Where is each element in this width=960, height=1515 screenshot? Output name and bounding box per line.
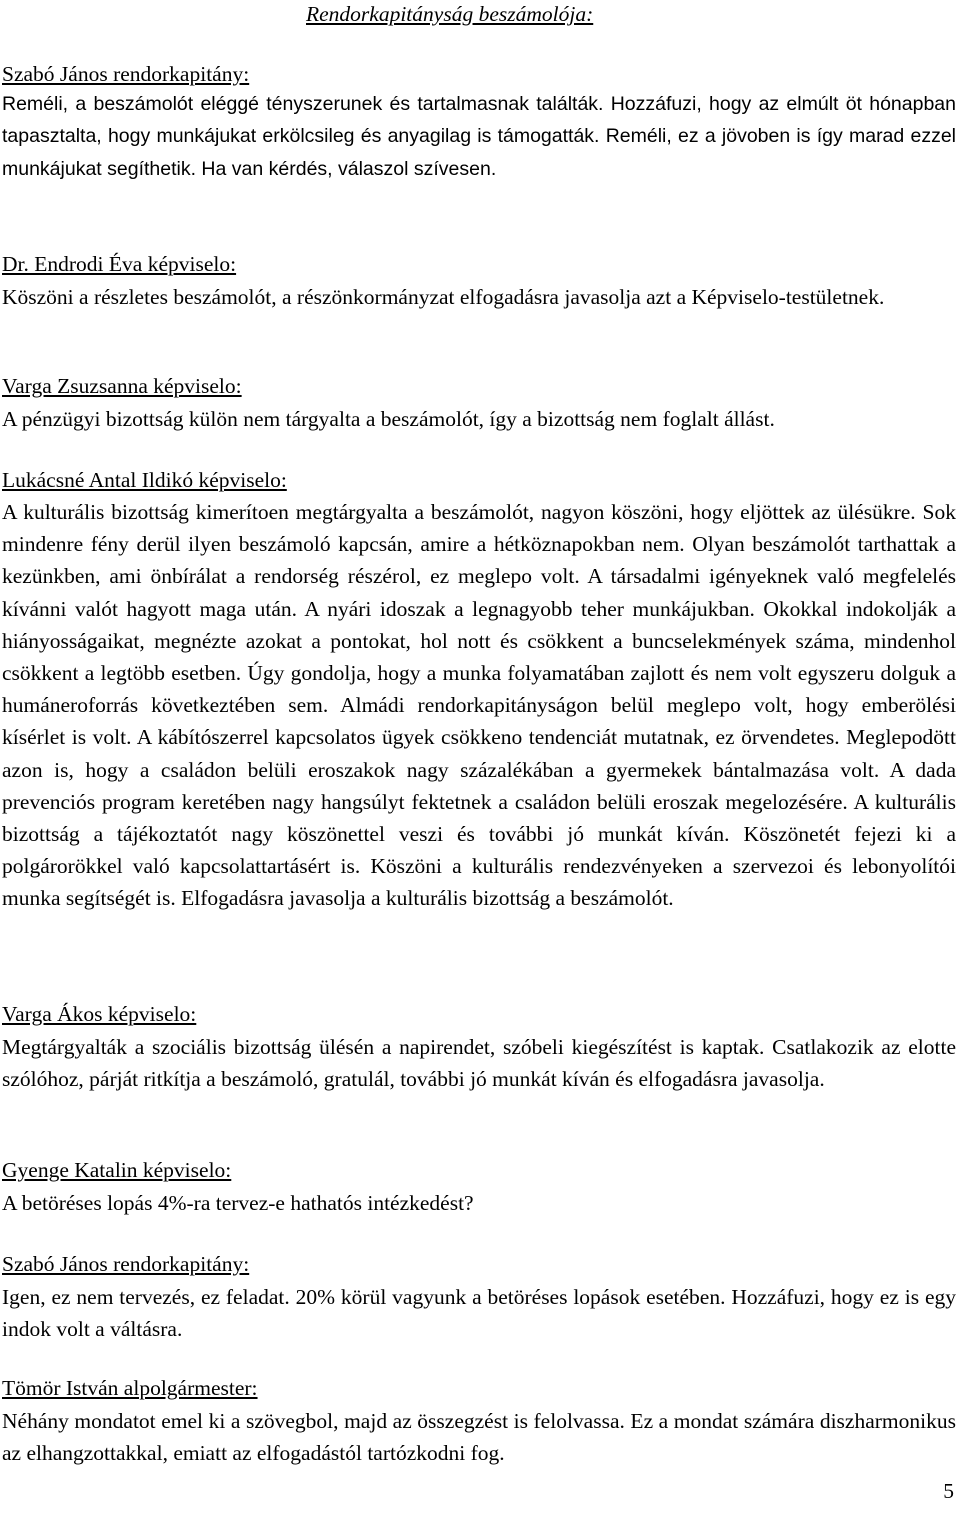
statement-text: A kulturális bizottság kimerítoen megtárgyalta a beszámolót, nagyon köszöni, hogy eljöttek az ülésükre. Sok mindenre fény derül ilyen beszámoló kapcsán, amire a hétköznapokban nem. Olyan beszámolót tarthattak a kezünkben, ami önbírálat a rendorség részérol, ez meglepo volt. A társadalmi igényeknek való megfelelés kívánni valót hagyott maga után. A nyári idoszak a legnagyobb teher munkájukban. Okokkal indokolják a hiányosságaikat, megnézte azokat a pontokat, hol nott és csökkent a buncselekmények száma, mindenhol csökkent a legtöbb esetben. Úgy gondolja, hogy a munka folyamatában zajlott és nem volt egyszeru dolguk a humáneroforrás következtében sem. Almádi rendorkapitányságon belül meglepo volt, hogy emberölési kísérlet is volt. A kábítószerrel kapcsolatos ügyek csökkeno tendenciát mutatnak, ez örvendetes. Meglepodött azon is, hogy a családon belüli eroszakok nagy százalékában a gyermekek bántalmazása volt. A dada prevenciós program keretében nagy hangsúlyt fektetnek a családon belüli eroszak megelozésére. A kulturális bizottság a tájékoztatót nagy köszönettel veszi és további jó munkát kíván. Köszönetét fejezi ki a polgárorökkel való kapcsolattartásért is. Köszöni a kulturális rendezvényeken a szervezoi és lebonyolítói munka segítségét is. Elfogadásra javasolja a kulturális bizottság a beszámolót.: [2, 500, 956, 911]
speaker-name: Dr. Endrodi Éva képviselo:: [2, 252, 237, 276]
speaker-name: Szabó János rendorkapitány:: [2, 62, 250, 86]
statement-text: Néhány mondatot emel ki a szövegbol, majd az összegzést is felolvassa. Ez a mondat számára diszharmonikus az elhangzottakkal, emiatt az elfogadástól tartózkodni fog.: [2, 1409, 956, 1465]
statement-lukacsne: [2, 466, 956, 915]
speaker-name: Szabó János rendorkapitány:: [2, 1252, 250, 1276]
speaker-name: Varga Ákos képviselo:: [2, 1002, 197, 1026]
statement-gyenge: [2, 1156, 956, 1219]
statement-text: Megtárgyalták a szociális bizottság ülésén a napirendet, szóbeli kiegészítést is kaptak. Csatlakozik az elotte szólóhoz, párját ritkítja a beszámoló, gratulál, további jó munkát kíván és elfogadásra javasolja.: [2, 1035, 956, 1092]
statement-text: A betöréses lopás 4%-ra tervez-e hathatós intézkedést?: [2, 1191, 474, 1215]
statement-varga-zsuzsanna: [2, 372, 956, 435]
speaker-name: Lukácsné Antal Ildikó képviselo:: [2, 468, 287, 492]
section-title: Rendorkapitányság beszámolója:: [306, 2, 594, 26]
statement-endrodi: [2, 250, 956, 313]
statement-text: Reméli, a beszámolót eléggé tényszerunek és tartalmasnak találták. Hozzáfuzi, hogy az elmúlt öt hónapban tapasztalta, hogy munkájukat erkölcsileg és anyagilag is támogatták. Reméli, ez a jövoben is így marad ezzel munkájukat segíthetik. Ha van kérdés, válaszol szívesen.: [2, 93, 956, 180]
statement-varga-akos: [2, 1000, 956, 1095]
speaker-name: Gyenge Katalin képviselo:: [2, 1158, 232, 1182]
speaker-name: Varga Zsuzsanna képviselo:: [2, 374, 242, 398]
statement-text: Igen, ez nem tervezés, ez feladat. 20% körül vagyunk a betöréses lopások esetében. Hozzáfuzi, hogy ez is egy indok volt a váltásra.: [2, 1285, 956, 1341]
speaker-name: Tömör István alpolgármester:: [2, 1376, 258, 1400]
statement-szabo-1: [2, 60, 956, 185]
statement-szabo-2: [2, 1250, 956, 1345]
page-number: 5: [943, 1479, 954, 1503]
statement-tomor: [2, 1374, 956, 1469]
statement-text: A pénzügyi bizottság külön nem tárgyalta a beszámolót, így a bizottság nem foglalt állást.: [2, 407, 775, 431]
statement-text: Köszöni a részletes beszámolót, a részönkormányzat elfogadásra javasolja azt a Képviselo-testületnek.: [2, 285, 885, 309]
